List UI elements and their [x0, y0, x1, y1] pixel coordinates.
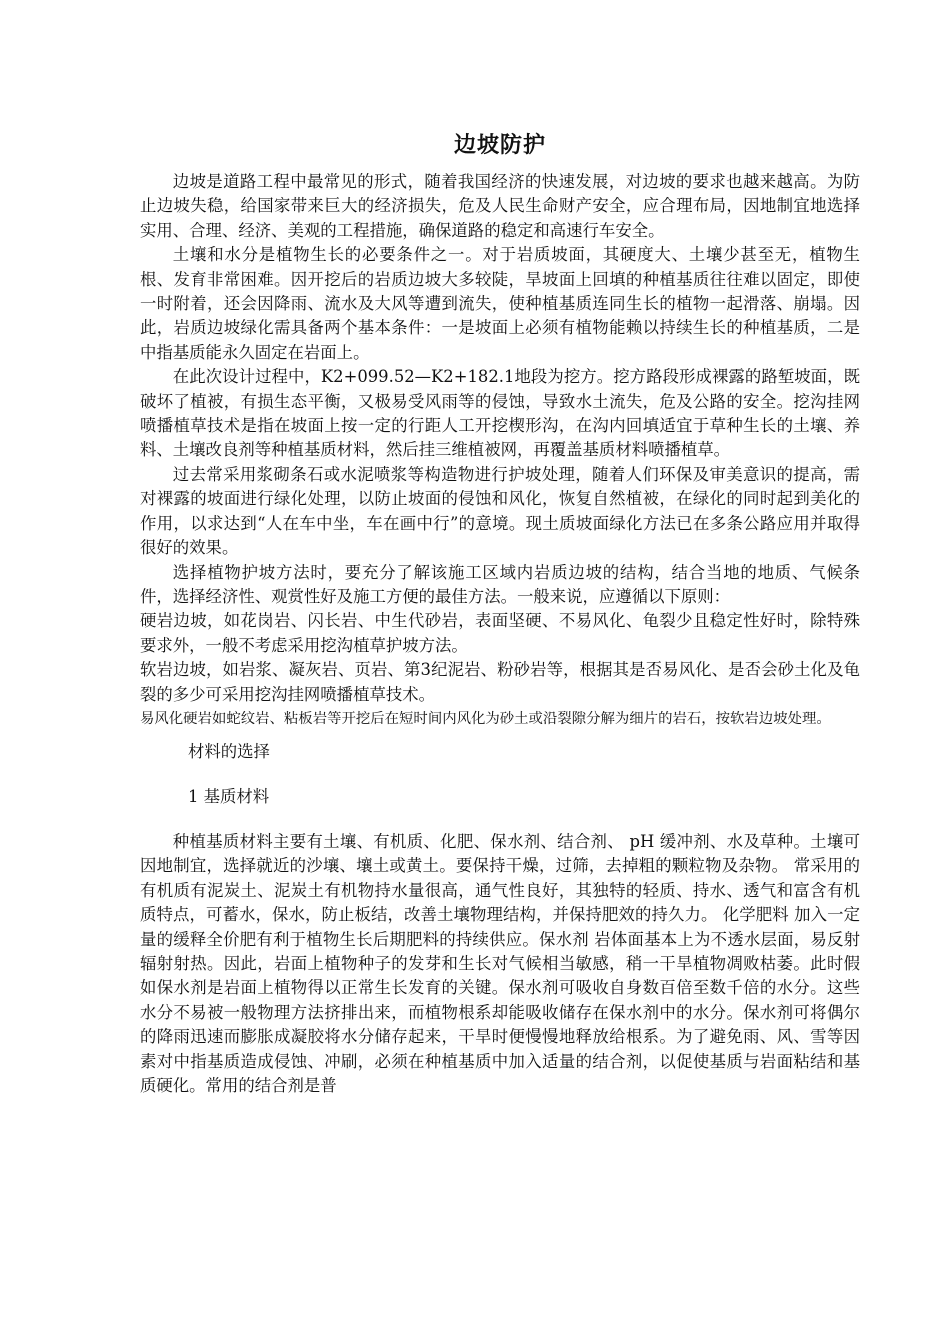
document-page [140, 128, 860, 1098]
paragraph-principles: 选择植物护坡方法时，要充分了解该施工区域内岩质边坡的结构，结合当地的地质、气候条件，选择经济性、观赏性好及施工方便的最佳方法。一般来说，应遵循以下原则： [140, 562, 860, 606]
heading-material-selection: 材料的选择 [188, 741, 270, 761]
heading-base-material: 1 基质材料 [188, 786, 270, 806]
paragraph-soil-water: 土壤和水分是植物生长的必要条件之一。对于岩质坡面，其硬度大、土壤少甚至无，植物生根、发育非常困难。因开挖后的岩质边坡大多较陡，旱坡面上回填的种植基质往往难以固定，即使一时附着，还会因降雨、流水及大风等遭到流失，使种植基质连同生长的植物一起滑落、崩塌。因此，岩质边坡绿化需具备两个基本条件：一是坡面上必须有植物能赖以持续生长的种植基质，二是中指基质能永久固定在岩面上。 [140, 245, 860, 362]
paragraph-intro: 边坡是道路工程中最常见的形式，随着我国经济的快速发展，对边坡的要求也越来越高。为防止边坡失稳，给国家带来巨大的经济损失，危及人民生命财产安全，应合理布局，因地制宜地选择实用、合理、经济、美观的工程措施，确保道路的稳定和高速行车安全。 [140, 172, 860, 240]
paragraph-history: 过去常采用浆砌条石或水泥喷浆等构造物进行护坡处理，随着人们环保及审美意识的提高，需对裸露的坡面进行绿化处理，以防止坡面的侵蚀和风化，恢复自然植被，在绿化的同时起到美化的作用，以求达到“人在车中坐，车在画中行”的意境。现土质坡面绿化方法已在多条公路应用并取得很好的效果。 [140, 464, 860, 558]
document-title: 边坡防护 [453, 132, 546, 158]
paragraph-design: 在此次设计过程中，K2+099.52—K2+182.1地段为挖方。挖方路段形成裸露的路堑坡面，既破坏了植被，有损生态平衡，又极易受风雨等的侵蚀，导致水土流失，危及公路的安全。挖沟挂网喷播植草技术是指在坡面上按一定的行距人工开挖楔形沟，在沟内回填适宜于草种生长的土壤、养料、土壤改良剂等种植基质材料，然后挂三维植被网，再覆盖基质材料喷播植草。 [140, 367, 860, 460]
paragraph-soft-rock: 软岩边坡，如岩浆、凝灰岩、页岩、第3纪泥岩、粉砂岩等，根据其是否易风化、是否会砂土化及龟裂的多少可采用挖沟挂网喷播植草技术。 [140, 660, 860, 704]
paragraph-weathered-rock: 易风化硬岩如蛇纹岩、粘板岩等开挖后在短时间内风化为砂土或沿裂隙分解为细片的岩石，按软岩边坡处理。 [140, 710, 831, 727]
paragraph-base-material: 种植基质材料主要有土壤、有机质、化肥、保水剂、结合剂、 pH 缓冲剂、水及草种。土壤可因地制宜，选择就近的沙壤、壤土或黄土。要保持干燥，过筛，去掉粗的颗粒物及杂物。 常采用的有机质有泥炭土、泥炭土有机物持水量很高，通气性良好，其独特的轻质、持水、透气和富含有机质特点，可蓄水，保水，防止板结，改善土壤物理结构，并保持肥效的持久力。 化学肥料 加入一定量的缓释全价肥有利于植物生长后期肥料的持续供应。保水剂 岩体面基本上为不透水层面，易反射辐射射热。因此，岩面上植物种子的发芽和生长对气候相当敏感，稍一干旱植物凋败枯萎。此时假如保水剂是岩面上植物得以正常生长发育的关键。保水剂可吸收自身数百倍至数千倍的水分。这些水分不易被一般物理方法挤排出来，而植物根系却能吸收储存在保水剂中的水分。保水剂可将偶尔的降雨迅速而膨胀成凝胶将水分储存起来，干旱时便慢慢地释放给根系。为了避免雨、风、雪等因素对中指基质造成侵蚀、冲刷，必须在种植基质中加入适量的结合剂，以促使基质与岩面粘结和基质硬化。常用的结合剂是普 [140, 831, 860, 1095]
paragraph-hard-rock: 硬岩边坡，如花岗岩、闪长岩、中生代砂岩，表面坚硬、不易风化、龟裂少且稳定性好时，除特殊要求外，一般不考虑采用挖沟植草护坡方法。 [140, 611, 860, 655]
